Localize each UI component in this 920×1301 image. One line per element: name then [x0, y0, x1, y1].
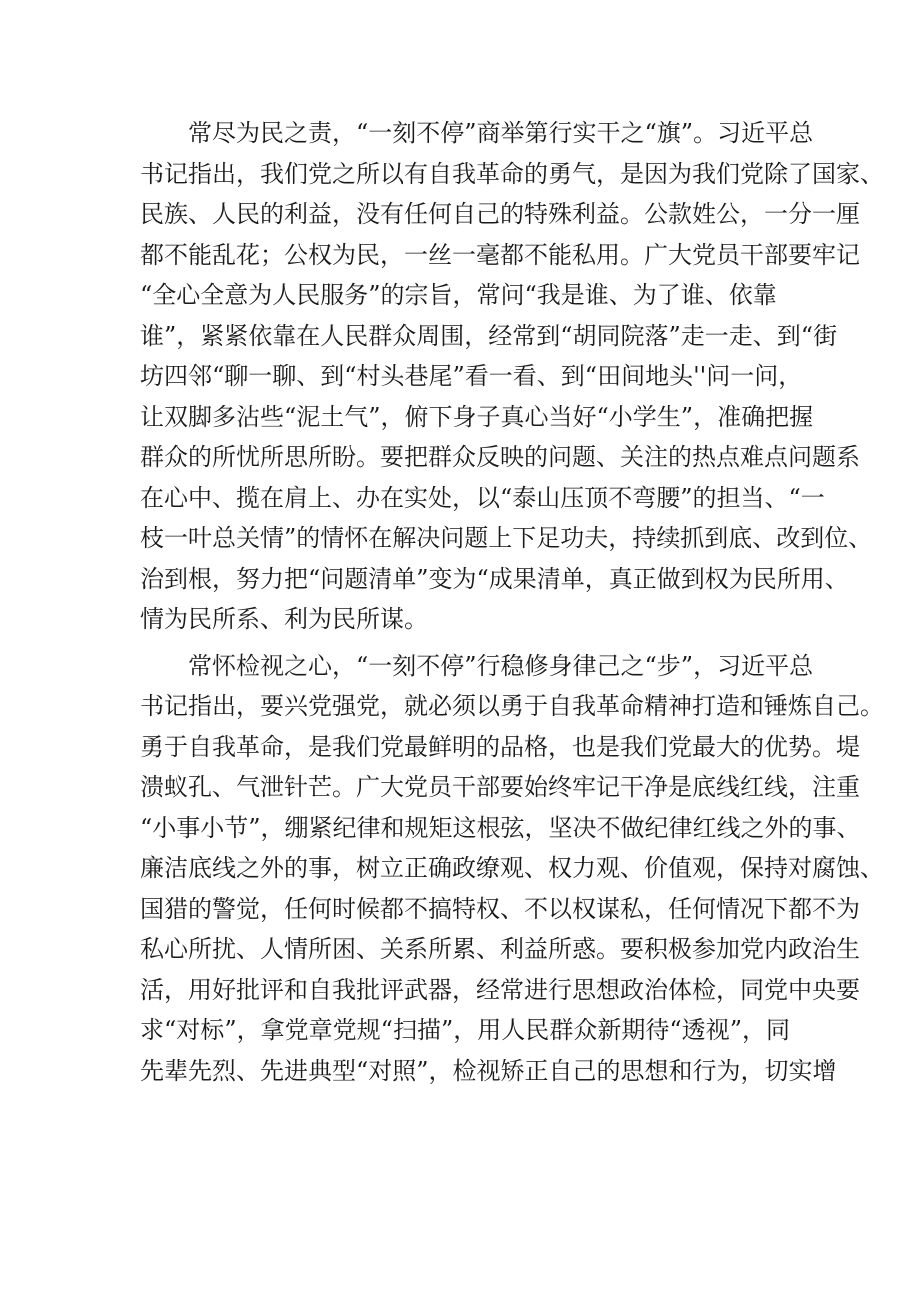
text-line: 廉洁底线之外的事，树立正确政缭观、权力观、价值观，保持对腐蚀、	[140, 854, 884, 882]
text-line: 在心中、揽在肩上、办在实处，以“泰山压顶不弯腰”的担当、“一	[140, 483, 825, 512]
text-line: 书记指出，我们党之所以有自我革命的勇气，是因为我们党除了国家、	[140, 159, 884, 188]
text-line: 私心所扰、人情所困、关系所累、利益所惑。要积极参加党内政治生	[140, 935, 860, 963]
text-line-last: 情为民所系、利为民所谋。	[140, 605, 428, 633]
paragraph-2	[140, 646, 884, 1092]
text-line: 先辈先烈、先进典型“对照”，检视矫正自己的思想和行为，切实增	[140, 1056, 837, 1085]
text-line: 常尽为民之责，“一刻不停”商举第行实干之“旗”。习近平总	[188, 119, 814, 147]
text-line: “全心全意为人民服务”的宗旨，常问“我是谁、为了谁、依靠	[140, 281, 777, 309]
text-line: 民族、人民的利益，没有任何自己的特殊利益。公款姓公，一分一厘	[140, 200, 860, 228]
text-line: 书记指出，要兴党强党，就必须以勇于自我革命精神打造和锤炼自己。	[140, 692, 884, 720]
document-body	[140, 113, 884, 1091]
text-line: 群众的所忧所思所盼。要把群众反映的问题、关注的热点难点问题系	[140, 443, 860, 471]
paragraph-1	[140, 113, 884, 640]
text-line: 谁”，紧紧依靠在人民群众周围，经常到“胡同院落”走一走、到“街	[140, 321, 838, 350]
text-line: 都不能乱花；公权为民，一丝一毫都不能私用。广大党员干部要牢记	[140, 240, 860, 269]
text-line: 枝一叶总关情”的情怀在解决问题上下足功夫，持续抓到底、改到位、	[140, 524, 873, 552]
text-line: 让双脚多沾些“泥土气”，俯下身子真心当好“小学生”，准确把握	[140, 402, 814, 431]
text-line: 常怀检视之心，“一刻不停”行稳修身律己之“步”，习近平总	[188, 651, 814, 680]
text-line: 求“对标”，拿党章党规“扫描”，用人民群众新期待“透视”，同	[140, 1016, 790, 1044]
text-line: 溃蚁孔、气泄针芒。广大党员干部要始终牢记干净是底线红线，注重	[140, 773, 860, 801]
text-line: 坊四邻“聊一聊、到“村头巷尾”看一看、到“田间地头''问一问，	[140, 362, 803, 390]
text-line: 勇于自我革命，是我们党最鲜明的品格，也是我们党最大的优势。堤	[140, 732, 860, 761]
text-line: 活，用好批评和自我批评武器，经常进行思想政治体检，同党中央要	[140, 975, 860, 1004]
text-line: 国猎的警觉，任何时候都不搞特权、不以权谋私，任何情况下都不为	[140, 894, 860, 923]
text-line: “小事小节”，绷紧纪律和规矩这根弦，坚决不做纪律红线之外的事、	[140, 813, 861, 842]
text-line: 治到根，努力把“问题清单”变为“成果清单，真正做到权为民所用、	[140, 564, 849, 593]
